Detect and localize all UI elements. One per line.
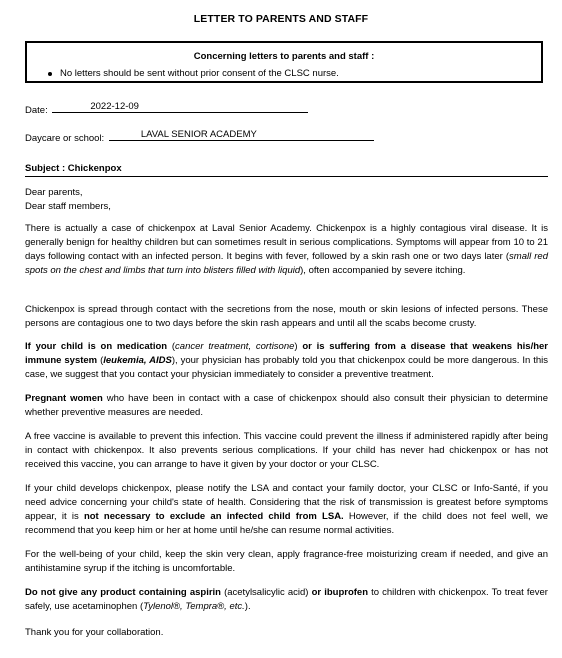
closing-text: Thank you for your collaboration.	[25, 627, 164, 638]
text-run: There is actually a case of chickenpox at Laval Senior Academy. Chickenpox is a highly contagious viral disease. It is generally benign for healthy children but can sometimes result in serious complications. Symptoms will appear from 10 to 21 days following contact with an infected person. It begins with fever, followed by a skin rash one or two days later (	[25, 223, 548, 262]
greeting-line: Dear parents,	[25, 187, 83, 198]
text-run-italic: cancer treatment, cortisone	[175, 341, 295, 352]
text-run: )	[294, 341, 303, 352]
text-run: who have been in contact with a case of chickenpox should also consult their physician to determine whether preventive measures are needed.	[25, 393, 548, 418]
date-field	[25, 101, 308, 116]
text-run-bold: Pregnant women	[25, 393, 103, 404]
subject-line: Subject : Chickenpox	[25, 163, 122, 174]
paragraph-7	[25, 548, 548, 576]
school-line	[109, 129, 374, 141]
text-run: (acetylsalicylic acid)	[220, 587, 312, 598]
paragraph-text: Chickenpox is spread through contact with the secretions from the nose, mouth or skin lesions of infected persons. These persons are contagious one to two days before the skin rash appears and until all the scabs become crusty.	[25, 304, 548, 329]
greeting	[25, 186, 548, 214]
paragraph-5	[25, 430, 548, 472]
paragraph-1	[25, 222, 548, 278]
page-title: LETTER TO PARENTS AND STAFF	[193, 13, 369, 25]
text-run: However, if the child does not feel well, we recommend that you keep him or her at home until he/she can resume normal activities.	[25, 511, 548, 536]
text-run-bold: not necessary to exclude an infected child from LSA.	[83, 511, 344, 522]
date-label: Date:	[25, 105, 48, 116]
text-run-bold-italic: leukemia, AIDS	[103, 355, 172, 366]
greeting-line: Dear staff members,	[25, 201, 111, 212]
divider	[25, 176, 548, 177]
closing	[25, 626, 548, 640]
text-run-bold: Do not give any product containing aspirin	[25, 587, 221, 598]
paragraph-2	[25, 303, 548, 331]
paragraph-8	[25, 586, 548, 614]
paragraph-3	[25, 340, 548, 382]
school-value: LAVAL SENIOR ACADEMY	[140, 129, 257, 140]
notice-title: Concerning letters to parents and staff :	[193, 51, 375, 62]
notice-box	[25, 41, 543, 83]
date-line	[52, 101, 308, 113]
bullet-icon	[48, 72, 52, 76]
text-run-italic: Tylenol®, Tempra®, etc.	[143, 601, 245, 612]
date-value: 2022-12-09	[90, 101, 139, 112]
notice-item-text: No letters should be sent without prior consent of the CLSC nurse.	[60, 68, 339, 79]
text-run-bold: If your child is on medication	[25, 341, 168, 352]
school-label: Daycare or school:	[25, 133, 105, 144]
paragraph-6	[25, 482, 548, 538]
text-run-bold: or ibuprofen	[311, 587, 368, 598]
text-run-italic: small red spots on the chest and limbs that turn into blisters filled with liquid	[25, 251, 548, 276]
paragraph-text: For the well-being of your child, keep the skin very clean, apply fragrance-free moisturizing cream if needed, and give an antihistamine syrup if the itching is uncomfortable.	[25, 549, 548, 574]
text-run: ), your physician has probably told you that chickenpox could be more dangerous. In this case, we suggest that you contact your physician immediately to consider a preventive treatment.	[25, 355, 548, 380]
text-run: (	[97, 355, 104, 366]
text-run-bold: or is suffering from a disease that weakens his/her immune system	[25, 341, 548, 366]
text-run: If your child develops chickenpox, please notify the LSA and contact your family doctor, your CLSC or Info-Santé, if you need advice concerning your child's state of health. Considering that the risk of transmission is greatest before symptoms appear, it is	[25, 483, 548, 522]
paragraph-text: A free vaccine is available to prevent this infection. This vaccine could prevent the illness if administered rapidly after being in contact with chickenpox. It also prevents serious complications. If your child has never had chickenpox or has not received this vaccine, you can arrange to have it given by your doctor or your CLSC.	[25, 431, 548, 470]
text-run: ), often accompanied by severe itching.	[300, 265, 466, 276]
notice-item	[60, 68, 339, 79]
paragraph-4	[25, 392, 548, 420]
text-run: to children with chickenpox. To treat fever safely, use acetaminophen (	[25, 587, 548, 612]
text-run: ).	[244, 601, 251, 612]
school-field	[25, 129, 374, 144]
text-run: (	[167, 341, 176, 352]
